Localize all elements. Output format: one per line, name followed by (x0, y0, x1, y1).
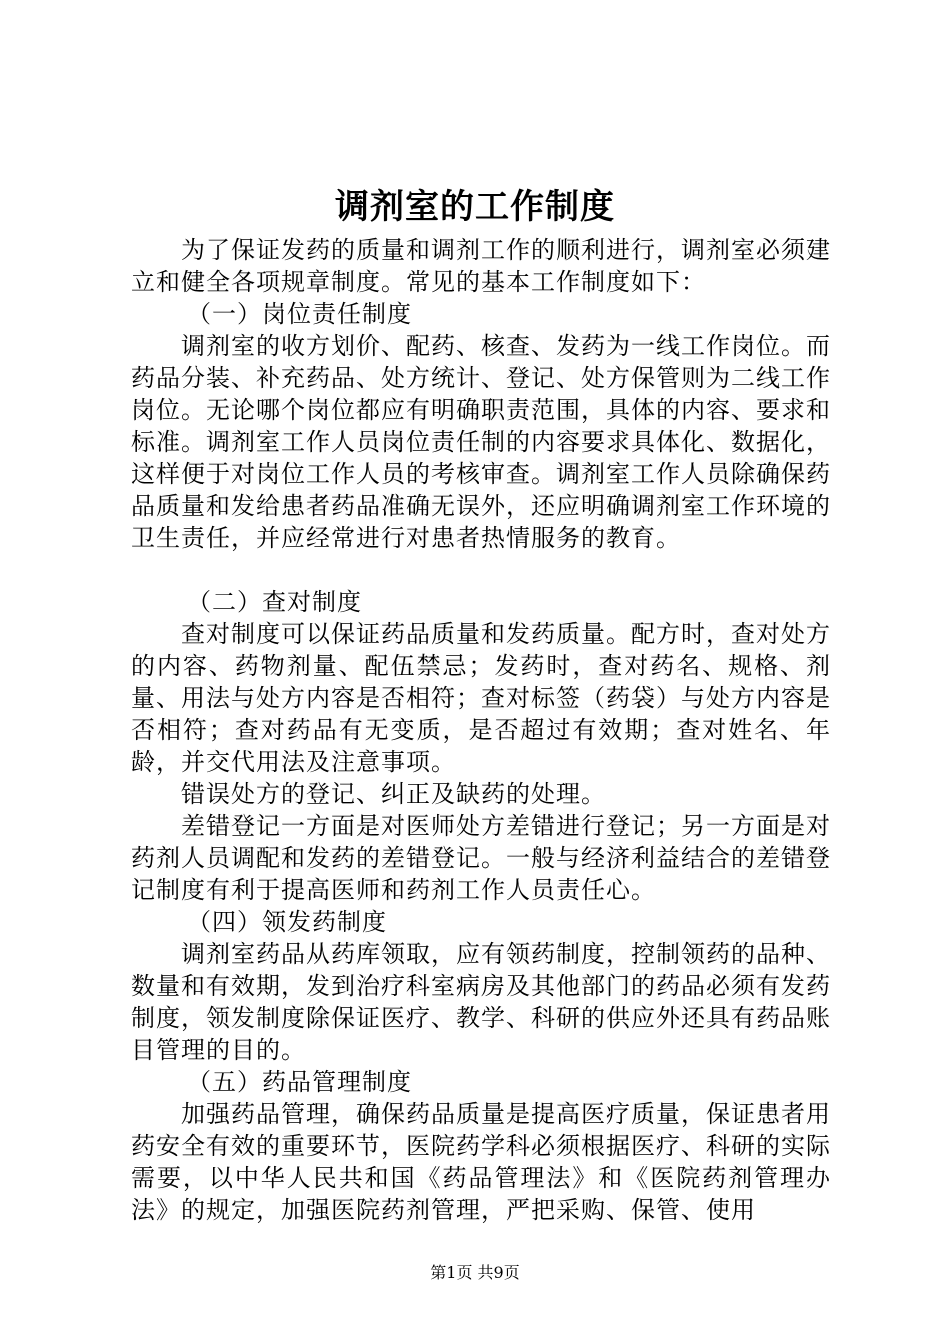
section-heading-5: （五）药品管理制度 (187, 1068, 412, 1096)
blank-line (131, 554, 831, 586)
paragraph-section-4: 调剂室药品从药库领取，应有领药制度，控制领药的品种、数量和有效期，发到治疗科室病房及其他部门的药品必须有发药制度，领发制度除保证医疗、教学、科研的供应外还具有药品账目管理的目的。 (131, 940, 831, 1064)
section-heading-1: （一）岗位责任制度 (187, 300, 412, 328)
document-title: 调剂室的工作制度 (335, 187, 615, 227)
paragraph-section-2: 查对制度可以保证药品质量和发药质量。配方时，查对处方的内容、药物剂量、配伍禁忌；发药时，查对药名、规格、剂量、用法与处方内容是否相符；查对标签（药袋）与处方内容是否相符；查对药品有无变质，是否超过有效期；查对姓名、年龄，并交代用法及注意事项。 (131, 620, 831, 776)
section-heading-4: （四）领发药制度 (187, 908, 387, 936)
paragraph-section-1: 调剂室的收方划价、配药、核查、发药为一线工作岗位。而药品分装、补充药品、处方统计、登记、处方保管则为二线工作岗位。无论哪个岗位都应有明确职责范围，具体的内容、要求和标准。调剂室工作人员岗位责任制的内容要求具体化、数据化，这样便于对岗位工作人员的考核审查。调剂室工作人员除确保药品质量和发给患者药品准确无误外，还应明确调剂室工作环境的卫生责任，并应经常进行对患者热情服务的教育。 (131, 332, 831, 552)
document-body (131, 234, 831, 1226)
paragraph-error-heading: 错误处方的登记、纠正及缺药的处理。 (181, 780, 606, 808)
paragraph-error-body: 差错登记一方面是对医师处方差错进行登记；另一方面是对药剂人员调配和发药的差错登记。一般与经济利益结合的差错登记制度有利于提高医师和药剂工作人员责任心。 (131, 812, 831, 904)
page-number-footer: 第1页 共9页 (430, 1263, 520, 1282)
paragraph-intro: 为了保证发药的质量和调剂工作的顺利进行，调剂室必须建立和健全各项规章制度。常见的基本工作制度如下： (131, 236, 831, 296)
paragraph-section-5: 加强药品管理，确保药品质量是提高医疗质量，保证患者用药安全有效的重要环节，医院药学科必须根据医疗、科研的实际需要，以中华人民共和国《药品管理法》和《医院药剂管理办法》的规定，加强医院药剂管理，严把采购、保管、使用 (131, 1100, 831, 1224)
section-heading-2: （二）查对制度 (187, 588, 362, 616)
